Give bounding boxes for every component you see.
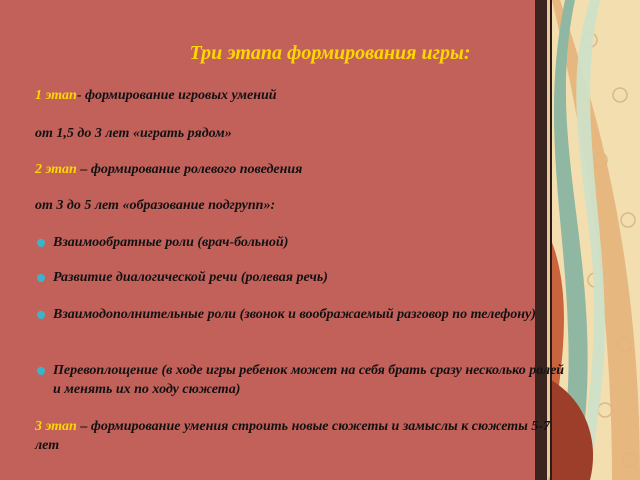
- slide-title: Три этапа формирования игры:: [189, 42, 471, 64]
- stage-3-label: 3 этап: [35, 419, 77, 434]
- stage-3-line: [35, 417, 555, 455]
- stage-1-label: 1 этап: [35, 88, 77, 103]
- bullet-item: Перевоплощение (в ходе игры ребенок может на себя брать сразу несколько ролей и менять их по ходу сюжета): [35, 361, 570, 399]
- age-range-2: от 3 до 5 лет «образование подгрупп»:: [35, 198, 276, 213]
- stage-3-text: – формирование умения строить новые сюжеты и замыслы к сюжеты 5-7 лет: [35, 419, 550, 453]
- stage-2-text: – формирование ролевого поведения: [76, 162, 303, 177]
- stage-1-text: - формирование игровых умений: [76, 88, 277, 103]
- stage-1-line: [35, 86, 575, 105]
- stage-2-line: [35, 160, 575, 179]
- bullet-item: Взаимообратные роли (врач-больной): [35, 233, 570, 252]
- stage-2-label: 2 этап: [35, 162, 77, 177]
- bullet-item: Взаимодополнительные роли (звонок и воображаемый разговор по телефону): [35, 305, 570, 324]
- bullet-item: Развитие диалогической речи (ролевая речь): [35, 268, 570, 287]
- age-range-1: от 1,5 до 3 лет «играть рядом»: [35, 126, 232, 141]
